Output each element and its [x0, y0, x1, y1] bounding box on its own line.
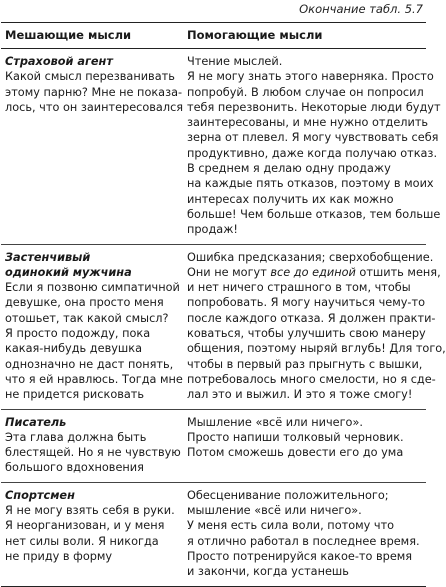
- hindering-thought-line: Эта глава должна быть: [5, 430, 147, 444]
- helping-thought-line: и нет ничего страшного в том, чтобы: [187, 281, 411, 295]
- hindering-thought-line: девушке, она просто меня: [5, 296, 164, 310]
- helping-thought-line: попробовать. Я могу научиться чему-то: [187, 296, 425, 310]
- helping-thought-line: зерна от плевел. Я могу чувствовать себя: [187, 131, 439, 145]
- hindering-thought-line: этому парню? Мне не показа-: [5, 85, 183, 99]
- helping-thought-line: Чтение мыслей.: [187, 55, 283, 68]
- hindering-thought-line: Если я позвоню симпатичной: [5, 281, 180, 295]
- hindering-thought-line: не придется рисковать: [5, 388, 145, 402]
- person-label: Спортсмен: [5, 488, 75, 502]
- table-row: [1, 482, 426, 586]
- helping-thought-line: на каждые пять отказов, поэтому в моих: [187, 177, 434, 191]
- helping-thought-line: я отлично работал в последнее время.: [187, 534, 420, 548]
- helping-thought-line: больше! Чем больше отказов, тем больше: [187, 207, 441, 221]
- helping-thought-line: Потом сможешь довести его до ума: [187, 446, 404, 460]
- hindering-thought-cell: [1, 409, 183, 482]
- helping-thought-cell: [183, 409, 426, 482]
- helping-thought-line: коваться, чтобы улучшить свою манеру: [187, 327, 426, 341]
- helping-thought-line: Просто потренируйся какое-то время: [187, 549, 413, 563]
- thoughts-table: [1, 22, 446, 587]
- helping-thought-line: интересах получить их как можно: [187, 192, 394, 206]
- header-hindering-thoughts: Мешающие мысли: [1, 23, 183, 49]
- hindering-thought-line: отошьет, так какой смысл?: [5, 311, 169, 325]
- header-helping-thoughts: Помогающие мысли: [183, 23, 426, 49]
- hindering-thought-cell: [1, 49, 183, 245]
- hindering-thought-line: Я просто подожду, пока: [5, 327, 151, 341]
- helping-thought-line: чтобы в первый раз прыгнуть с вышки,: [187, 357, 423, 371]
- emphasis-text: все до единой: [270, 265, 356, 279]
- person-label: Писатель: [5, 415, 67, 429]
- hindering-thought-line: лось, что он заинтересовался: [5, 100, 184, 114]
- helping-thought-cell: [183, 482, 426, 586]
- helping-thought-line: заинтересованы, и мне нужно отделить: [187, 116, 429, 130]
- hindering-thought-cell: [1, 244, 183, 409]
- helping-thought-line: тебя перезвонить. Некоторые люди будут: [187, 100, 441, 114]
- hindering-thought-line: Какой смысл перезванивать: [5, 70, 175, 84]
- hindering-thought-line: блестящей. Но я не чувствую: [5, 446, 181, 460]
- helping-thought-cell: [183, 49, 441, 245]
- helping-thought-line: лал это и выжил. И это я тоже смогу!: [187, 388, 413, 402]
- hindering-thought-line: большого вдохновения: [5, 461, 144, 475]
- helping-thought-cell: [183, 244, 446, 409]
- hindering-thought-line: Я неорганизован, и у меня: [5, 519, 165, 533]
- person-label: Страховой агент: [5, 55, 113, 68]
- helping-thought-line: после каждого отказа. Я должен практи-: [187, 311, 436, 325]
- helping-thought-line: Они не могут все до единой отшить меня,: [187, 265, 441, 279]
- hindering-thought-line: Я не могу взять себя в руки.: [5, 504, 175, 518]
- hindering-thought-line: не приду в форму: [5, 549, 113, 563]
- table-header-row: [1, 23, 426, 49]
- helping-thought-line: продуктивно, даже когда получаю отказ.: [187, 146, 438, 160]
- hindering-thought-cell: [1, 482, 183, 586]
- person-label: одинокий мужчина: [5, 265, 132, 279]
- helping-thought-line: попробуй. В любом случае он попросил: [187, 85, 424, 99]
- hindering-thought-line: что я ей нравлюсь. Тогда мне: [5, 372, 183, 386]
- hindering-thought-line: однозначно не даст понять,: [5, 357, 174, 371]
- helping-thought-line: Мышление «всё или ничего».: [187, 415, 363, 429]
- table-row: [1, 244, 426, 409]
- table-caption: Окончание табл. 5.7: [299, 2, 423, 16]
- helping-thought-line: Ошибка предсказания; сверхобобщение.: [187, 250, 434, 264]
- hindering-thought-line: какая-нибудь девушка: [5, 342, 142, 356]
- helping-thought-line: и закончи, когда устанешь: [187, 565, 349, 579]
- table-row: [1, 409, 426, 482]
- helping-thought-line: Я не могу знать этого наверняка. Просто: [187, 70, 434, 84]
- person-label: Застенчивый: [5, 250, 91, 264]
- helping-thought-line: мышление «всё или ничего».: [187, 504, 362, 518]
- helping-thought-line: В среднем я делаю одну продажу: [187, 162, 391, 176]
- table-row: [1, 49, 426, 245]
- helping-thought-line: Обесценивание положительного;: [187, 488, 389, 502]
- helping-thought-line: У меня есть сила воли, потому что: [187, 519, 395, 533]
- helping-thought-line: продаж!: [187, 223, 238, 237]
- helping-thought-line: потребовалось много смелости, но я сде-: [187, 372, 436, 386]
- helping-thought-line: Просто напиши толковый черновик.: [187, 430, 404, 444]
- hindering-thought-line: нет силы воли. Я никогда: [5, 534, 159, 548]
- helping-thought-line: общения, поэтому ныряй вглубь! Для того,: [187, 342, 446, 356]
